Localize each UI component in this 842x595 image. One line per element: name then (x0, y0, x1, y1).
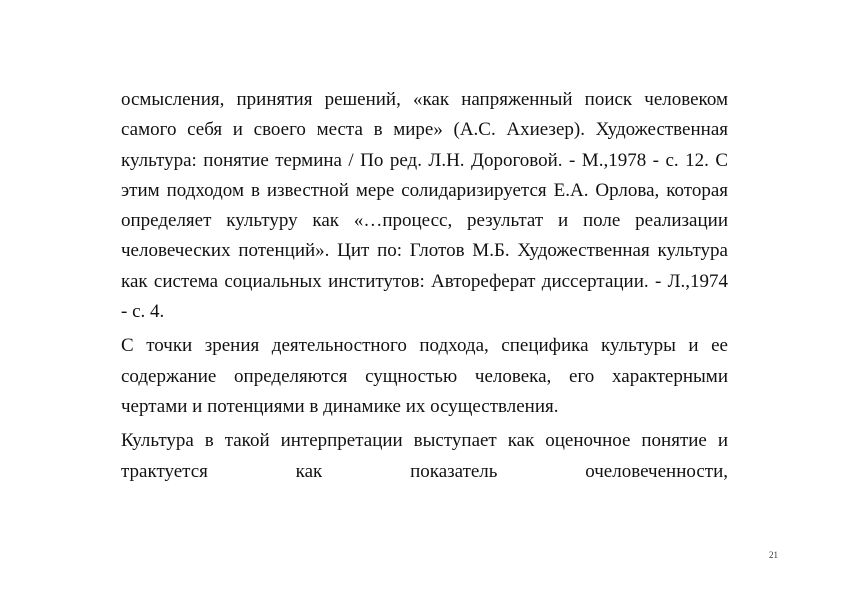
page-number: 21 (769, 550, 778, 560)
paragraph-2: С точки зрения деятельностного подхода, специфика культуры и ее содержание определяются сущностью человека, его характерными чертами и потенциями в динамике их осуществления. (121, 335, 728, 417)
paragraph-3: Культура в такой интерпретации выступает как оценочное понятие и трактуется как показатель очеловеченности, (121, 430, 728, 482)
paragraph-1: осмысления, принятия решений, «как напряженный поиск человеком самого себя и своего места в мире» (А.С. Ахиезер). Художественная культура: понятие термина / По ред. Л.Н. Дороговой. - М.,1978 - с. 12. С этим подходом в известной мере солидаризируется Е.А. Орлова, которая определяет культуру как «…процесс, результат и поле реализации человеческих потенций». Цит по: Глотов М.Б. Художественная культура как система социальных институтов: Автореферат диссертации. - Л.,1974 - с. 4. (121, 89, 728, 323)
body-text (121, 85, 728, 491)
